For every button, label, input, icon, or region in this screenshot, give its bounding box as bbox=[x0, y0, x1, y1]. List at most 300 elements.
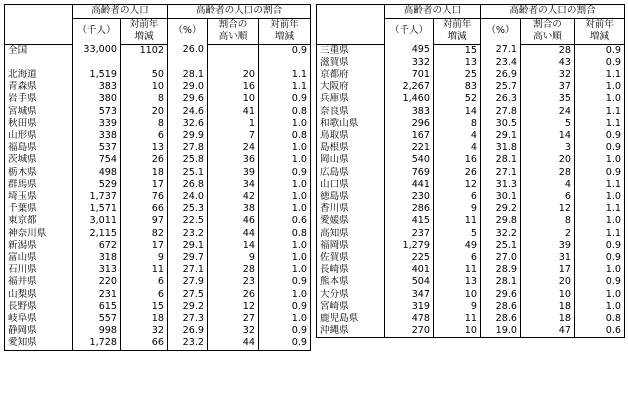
ratio-rank-cell: 16 bbox=[208, 81, 259, 93]
table-row bbox=[317, 167, 625, 179]
population-cell: 1,460 bbox=[385, 93, 434, 105]
ratio-rank-cell: 41 bbox=[208, 106, 259, 118]
header-change-line2: 増減 bbox=[434, 31, 481, 44]
prefecture-name: 山梨県 bbox=[5, 289, 73, 301]
population-change-cell: 25 bbox=[434, 69, 481, 81]
ratio-percent-cell: 26.9 bbox=[481, 69, 521, 81]
prefecture-name: 秋田県 bbox=[5, 118, 73, 130]
population-cell: 319 bbox=[385, 301, 434, 313]
population-cell: 557 bbox=[73, 313, 121, 325]
table-row bbox=[5, 191, 311, 203]
population-cell: 401 bbox=[385, 264, 434, 276]
table-row bbox=[317, 81, 625, 93]
ratio-change-cell: 0.9 bbox=[575, 240, 625, 252]
ratio-rank-cell: 6 bbox=[521, 191, 575, 203]
ratio-percent-cell: 26.3 bbox=[481, 93, 521, 105]
ratio-rank-cell: 37 bbox=[521, 81, 575, 93]
table-row bbox=[5, 118, 311, 130]
ratio-change-cell: 1.0 bbox=[259, 240, 311, 252]
ratio-percent-cell: 29.6 bbox=[168, 93, 208, 105]
prefecture-name: 岐阜県 bbox=[5, 313, 73, 325]
table-row bbox=[5, 44, 311, 57]
population-cell: 221 bbox=[385, 142, 434, 154]
prefecture-name: 福島県 bbox=[5, 142, 73, 154]
ratio-change-cell: 1.0 bbox=[259, 142, 311, 154]
ratio-rank-cell: 47 bbox=[521, 325, 575, 338]
population-change-cell: 82 bbox=[121, 228, 168, 240]
population-change-cell: 20 bbox=[121, 106, 168, 118]
ratio-rank-cell: 32 bbox=[521, 69, 575, 81]
table-row bbox=[317, 203, 625, 215]
prefecture-name: 埼玉県 bbox=[5, 191, 73, 203]
population-change-cell: 6 bbox=[434, 252, 481, 264]
prefecture-name bbox=[5, 57, 73, 69]
ratio-change-cell: 1.0 bbox=[575, 93, 625, 105]
header-population-unit: （千人） bbox=[73, 18, 121, 44]
prefecture-name: 鹿児島県 bbox=[317, 313, 385, 325]
ratio-rank-cell: 27 bbox=[208, 313, 259, 325]
table-row bbox=[5, 130, 311, 142]
ratio-percent-cell: 25.7 bbox=[481, 81, 521, 93]
population-change-cell: 6 bbox=[121, 130, 168, 142]
population-cell: 701 bbox=[385, 69, 434, 81]
ratio-percent-cell: 27.0 bbox=[481, 252, 521, 264]
ratio-rank-cell: 24 bbox=[208, 142, 259, 154]
table-row bbox=[5, 264, 311, 276]
table-row bbox=[5, 93, 311, 105]
ratio-change-cell: 1.0 bbox=[259, 313, 311, 325]
ratio-rank-cell: 2 bbox=[521, 228, 575, 240]
ratio-rank-cell: 42 bbox=[208, 191, 259, 203]
prefecture-name: 高知県 bbox=[317, 228, 385, 240]
population-cell: 754 bbox=[73, 154, 121, 166]
table-row bbox=[317, 57, 625, 69]
ratio-change-cell: 1.1 bbox=[259, 81, 311, 93]
ratio-rank-cell: 12 bbox=[208, 301, 259, 313]
table-row bbox=[5, 203, 311, 215]
table-row bbox=[317, 106, 625, 118]
population-cell: 495 bbox=[385, 44, 434, 57]
population-cell: 615 bbox=[73, 301, 121, 313]
header-change-line1: 対前年 bbox=[121, 18, 168, 31]
prefecture-name: 三重県 bbox=[317, 44, 385, 57]
ratio-percent-cell: 25.3 bbox=[168, 203, 208, 215]
table-row bbox=[5, 179, 311, 191]
table-row bbox=[317, 130, 625, 142]
population-change-cell: 9 bbox=[434, 203, 481, 215]
ratio-percent-cell: 30.1 bbox=[481, 191, 521, 203]
ratio-rank-cell: 18 bbox=[521, 301, 575, 313]
table-row bbox=[5, 167, 311, 179]
ratio-rank-cell: 12 bbox=[521, 203, 575, 215]
population-cell: 441 bbox=[385, 179, 434, 191]
population-cell: 529 bbox=[73, 179, 121, 191]
ratio-change-cell: 0.9 bbox=[259, 167, 311, 179]
population-cell: 286 bbox=[385, 203, 434, 215]
prefecture-name: 熊本県 bbox=[317, 276, 385, 288]
ratio-percent-cell: 23.4 bbox=[481, 57, 521, 69]
corner-cell bbox=[5, 5, 73, 19]
ratio-percent-cell: 26.0 bbox=[168, 44, 208, 57]
prefecture-name: 広島県 bbox=[317, 167, 385, 179]
prefecture-name: 島根県 bbox=[317, 142, 385, 154]
prefecture-name: 北海道 bbox=[5, 69, 73, 81]
ratio-change-cell: 1.0 bbox=[575, 215, 625, 227]
population-change-cell: 50 bbox=[121, 69, 168, 81]
prefecture-name: 鳥取県 bbox=[317, 130, 385, 142]
population-cell: 769 bbox=[385, 167, 434, 179]
ratio-change-cell: 0.6 bbox=[575, 325, 625, 338]
ratio-percent-cell: 28.6 bbox=[481, 301, 521, 313]
ratio-rank-cell: 23 bbox=[208, 276, 259, 288]
ratio-percent-cell: 22.5 bbox=[168, 215, 208, 227]
population-change-cell: 4 bbox=[434, 130, 481, 142]
ratio-rank-cell: 28 bbox=[521, 167, 575, 179]
table-row bbox=[317, 191, 625, 203]
ratio-percent-cell: 25.1 bbox=[481, 240, 521, 252]
ratio-percent-cell: 32.6 bbox=[168, 118, 208, 130]
prefecture-name: 愛媛県 bbox=[317, 215, 385, 227]
ratio-percent-cell: 27.8 bbox=[168, 142, 208, 154]
ratio-rank-cell: 8 bbox=[521, 215, 575, 227]
ratio-percent-cell: 29.1 bbox=[481, 130, 521, 142]
ratio-rank-cell: 5 bbox=[521, 118, 575, 130]
ratio-rank-cell: 35 bbox=[521, 93, 575, 105]
population-change-cell: 11 bbox=[434, 313, 481, 325]
ratio-rank-cell: 46 bbox=[208, 215, 259, 227]
table-row bbox=[317, 252, 625, 264]
ratio-change-cell: 1.0 bbox=[575, 154, 625, 166]
table-row bbox=[5, 252, 311, 264]
population-cell: 415 bbox=[385, 215, 434, 227]
population-change-cell: 17 bbox=[121, 179, 168, 191]
ratio-percent-cell: 28.9 bbox=[481, 264, 521, 276]
population-cell: 504 bbox=[385, 276, 434, 288]
prefecture-name: 長野県 bbox=[5, 301, 73, 313]
population-cell: 478 bbox=[385, 313, 434, 325]
table-row bbox=[317, 276, 625, 288]
ratio-change-cell: 1.0 bbox=[259, 289, 311, 301]
prefecture-name: 青森県 bbox=[5, 81, 73, 93]
ratio-percent-cell: 30.5 bbox=[481, 118, 521, 130]
population-change-cell: 4 bbox=[434, 142, 481, 154]
table-row bbox=[317, 325, 625, 338]
header-rank-line2: 高い順 bbox=[521, 31, 575, 44]
population-cell: 380 bbox=[73, 93, 121, 105]
header-change-line2: 増減 bbox=[121, 31, 168, 44]
prefecture-name: 滋賀県 bbox=[317, 57, 385, 69]
prefecture-name: 京都府 bbox=[317, 69, 385, 81]
ratio-rank-cell: 43 bbox=[521, 57, 575, 69]
ratio-percent-cell: 32.2 bbox=[481, 228, 521, 240]
table-row bbox=[317, 69, 625, 81]
table-row bbox=[5, 276, 311, 288]
table-row bbox=[5, 240, 311, 252]
population-change-cell: 97 bbox=[121, 215, 168, 227]
population-change-cell: 15 bbox=[434, 44, 481, 57]
ratio-percent-cell: 25.8 bbox=[168, 154, 208, 166]
prefecture-name: 岩手県 bbox=[5, 93, 73, 105]
population-cell: 338 bbox=[73, 130, 121, 142]
table-row bbox=[317, 313, 625, 325]
population-change-cell: 32 bbox=[121, 325, 168, 337]
population-cell: 313 bbox=[73, 264, 121, 276]
ratio-change-cell: 1.1 bbox=[575, 106, 625, 118]
ratio-change-cell: 1.0 bbox=[259, 154, 311, 166]
ratio-change-cell: 1.1 bbox=[575, 203, 625, 215]
table-row bbox=[5, 154, 311, 166]
ratio-change-cell: 1.0 bbox=[259, 203, 311, 215]
ratio-rank-cell: 17 bbox=[521, 264, 575, 276]
population-cell: 1,279 bbox=[385, 240, 434, 252]
prefecture-name: 静岡県 bbox=[5, 325, 73, 337]
prefecture-name: 和歌山県 bbox=[317, 118, 385, 130]
table-row bbox=[5, 337, 311, 350]
population-cell: 237 bbox=[385, 228, 434, 240]
ratio-percent-cell: 29.7 bbox=[168, 252, 208, 264]
prefecture-name: 福井県 bbox=[5, 276, 73, 288]
ratio-rank-cell: 31 bbox=[521, 252, 575, 264]
ratio-change-cell: 1.1 bbox=[259, 69, 311, 81]
ratio-change-cell: 1.0 bbox=[575, 301, 625, 313]
population-change-cell: 6 bbox=[434, 191, 481, 203]
prefecture-name: 大阪府 bbox=[317, 81, 385, 93]
prefecture-name: 香川県 bbox=[317, 203, 385, 215]
population-change-cell: 8 bbox=[121, 118, 168, 130]
population-change-cell: 15 bbox=[121, 301, 168, 313]
ratio-change-cell: 0.9 bbox=[259, 276, 311, 288]
prefecture-name: 全国 bbox=[5, 44, 73, 57]
ratio-percent-cell: 26.9 bbox=[168, 325, 208, 337]
ratio-percent-cell: 24.6 bbox=[168, 106, 208, 118]
population-cell: 270 bbox=[385, 325, 434, 338]
ratio-percent-cell: 26.8 bbox=[168, 179, 208, 191]
ratio-change-cell: 0.9 bbox=[575, 276, 625, 288]
prefecture-name: 宮城県 bbox=[5, 106, 73, 118]
population-change-cell bbox=[121, 57, 168, 69]
population-change-cell: 8 bbox=[434, 118, 481, 130]
population-change-cell: 18 bbox=[121, 167, 168, 179]
table-row bbox=[5, 106, 311, 118]
population-cell bbox=[73, 57, 121, 69]
ratio-percent-cell: 19.0 bbox=[481, 325, 521, 338]
population-change-cell: 52 bbox=[434, 93, 481, 105]
ratio-change-cell: 0.8 bbox=[259, 228, 311, 240]
ratio-percent-cell: 31.3 bbox=[481, 179, 521, 191]
header-ratio-change-line1: 対前年 bbox=[575, 18, 625, 31]
table-row bbox=[317, 289, 625, 301]
header-population-group: 高齢者の人口 bbox=[73, 5, 168, 19]
prefecture-name: 沖縄県 bbox=[317, 325, 385, 338]
ratio-rank-cell: 34 bbox=[208, 179, 259, 191]
ratio-rank-cell: 14 bbox=[521, 130, 575, 142]
population-cell: 1,737 bbox=[73, 191, 121, 203]
ratio-percent-cell: 27.8 bbox=[481, 106, 521, 118]
prefecture-name: 新潟県 bbox=[5, 240, 73, 252]
population-cell: 318 bbox=[73, 252, 121, 264]
ratio-change-cell: 1.0 bbox=[259, 118, 311, 130]
statistics-table-left bbox=[4, 4, 311, 351]
population-cell: 231 bbox=[73, 289, 121, 301]
population-change-cell: 1102 bbox=[121, 44, 168, 57]
population-change-cell: 26 bbox=[434, 167, 481, 179]
ratio-change-cell: 0.9 bbox=[259, 325, 311, 337]
ratio-rank-cell: 1 bbox=[208, 118, 259, 130]
prefecture-name: 佐賀県 bbox=[317, 252, 385, 264]
prefecture-name: 長崎県 bbox=[317, 264, 385, 276]
ratio-change-cell: 1.0 bbox=[575, 81, 625, 93]
prefecture-name: 岡山県 bbox=[317, 154, 385, 166]
prefecture-name: 大分県 bbox=[317, 289, 385, 301]
population-change-cell: 66 bbox=[121, 203, 168, 215]
population-change-cell: 13 bbox=[121, 142, 168, 154]
ratio-percent-cell: 25.1 bbox=[168, 167, 208, 179]
table-row bbox=[317, 93, 625, 105]
corner-cell bbox=[317, 5, 385, 19]
header-pct-unit: （%） bbox=[481, 18, 521, 44]
ratio-percent-cell: 29.9 bbox=[168, 130, 208, 142]
table-row bbox=[317, 264, 625, 276]
header-rank-line2: 高い順 bbox=[208, 31, 259, 44]
ratio-rank-cell: 39 bbox=[208, 167, 259, 179]
population-cell: 2,267 bbox=[385, 81, 434, 93]
ratio-rank-cell: 20 bbox=[521, 276, 575, 288]
table-row bbox=[5, 313, 311, 325]
ratio-rank-cell: 18 bbox=[521, 313, 575, 325]
population-change-cell: 5 bbox=[434, 228, 481, 240]
ratio-percent-cell: 27.1 bbox=[481, 44, 521, 57]
population-change-cell: 9 bbox=[121, 252, 168, 264]
left-table-body bbox=[5, 5, 311, 351]
ratio-change-cell: 1.1 bbox=[575, 179, 625, 191]
population-change-cell: 11 bbox=[434, 264, 481, 276]
population-cell: 573 bbox=[73, 106, 121, 118]
ratio-percent-cell: 29.2 bbox=[481, 203, 521, 215]
ratio-rank-cell: 20 bbox=[208, 69, 259, 81]
prefecture-name: 東京都 bbox=[5, 215, 73, 227]
table-row bbox=[317, 118, 625, 130]
ratio-change-cell: 0.9 bbox=[259, 44, 311, 57]
ratio-rank-cell: 28 bbox=[521, 44, 575, 57]
table-row bbox=[5, 325, 311, 337]
ratio-rank-cell: 28 bbox=[208, 264, 259, 276]
table-row bbox=[317, 215, 625, 227]
population-cell: 296 bbox=[385, 118, 434, 130]
ratio-percent-cell: 27.1 bbox=[481, 167, 521, 179]
ratio-percent-cell bbox=[168, 57, 208, 69]
prefecture-name: 愛知県 bbox=[5, 337, 73, 350]
table-row bbox=[317, 154, 625, 166]
population-change-cell: 49 bbox=[434, 240, 481, 252]
ratio-change-cell: 0.9 bbox=[575, 142, 625, 154]
header-pct-unit: （%） bbox=[168, 18, 208, 44]
prefecture-name: 山口県 bbox=[317, 179, 385, 191]
prefecture-name: 栃木県 bbox=[5, 167, 73, 179]
population-cell: 225 bbox=[385, 252, 434, 264]
prefecture-name: 福岡県 bbox=[317, 240, 385, 252]
population-cell: 1,728 bbox=[73, 337, 121, 350]
ratio-rank-cell: 14 bbox=[208, 240, 259, 252]
header-ratio-group: 高齢者の人口の割合 bbox=[481, 5, 625, 19]
population-change-cell: 18 bbox=[121, 313, 168, 325]
population-cell: 672 bbox=[73, 240, 121, 252]
population-cell: 339 bbox=[73, 118, 121, 130]
population-cell: 383 bbox=[385, 106, 434, 118]
prefecture-name: 徳島県 bbox=[317, 191, 385, 203]
ratio-rank-cell: 10 bbox=[521, 289, 575, 301]
population-change-cell: 9 bbox=[434, 301, 481, 313]
ratio-percent-cell: 28.1 bbox=[481, 276, 521, 288]
population-change-cell: 26 bbox=[121, 154, 168, 166]
ratio-rank-cell bbox=[208, 57, 259, 69]
ratio-rank-cell: 26 bbox=[208, 289, 259, 301]
ratio-rank-cell: 32 bbox=[208, 325, 259, 337]
prefecture-name: 山形県 bbox=[5, 130, 73, 142]
table-row bbox=[317, 240, 625, 252]
prefecture-name: 茨城県 bbox=[5, 154, 73, 166]
ratio-percent-cell: 28.6 bbox=[481, 313, 521, 325]
ratio-change-cell: 0.9 bbox=[575, 167, 625, 179]
ratio-change-cell: 0.9 bbox=[259, 337, 311, 350]
table-row bbox=[317, 44, 625, 57]
population-change-cell: 6 bbox=[121, 276, 168, 288]
population-cell: 167 bbox=[385, 130, 434, 142]
ratio-change-cell: 0.9 bbox=[575, 57, 625, 69]
ratio-percent-cell: 29.6 bbox=[481, 289, 521, 301]
prefecture-name: 千葉県 bbox=[5, 203, 73, 215]
prefecture-name: 群馬県 bbox=[5, 179, 73, 191]
header-population-group: 高齢者の人口 bbox=[385, 5, 481, 19]
population-change-cell: 13 bbox=[434, 57, 481, 69]
ratio-percent-cell: 27.5 bbox=[168, 289, 208, 301]
header-ratio-change-line1: 対前年 bbox=[259, 18, 311, 31]
ratio-rank-cell: 3 bbox=[521, 142, 575, 154]
ratio-rank-cell: 39 bbox=[521, 240, 575, 252]
ratio-percent-cell: 29.0 bbox=[168, 81, 208, 93]
population-change-cell: 76 bbox=[121, 191, 168, 203]
population-cell: 540 bbox=[385, 154, 434, 166]
population-change-cell: 16 bbox=[434, 154, 481, 166]
prefecture-name: 神奈川県 bbox=[5, 228, 73, 240]
population-cell: 3,011 bbox=[73, 215, 121, 227]
population-change-cell: 12 bbox=[434, 179, 481, 191]
ratio-percent-cell: 27.1 bbox=[168, 264, 208, 276]
population-cell: 1,571 bbox=[73, 203, 121, 215]
prefecture-name: 石川県 bbox=[5, 264, 73, 276]
population-cell: 1,519 bbox=[73, 69, 121, 81]
population-cell: 33,000 bbox=[73, 44, 121, 57]
ratio-change-cell: 1.0 bbox=[259, 264, 311, 276]
ratio-change-cell: 0.9 bbox=[259, 93, 311, 105]
prefecture-name: 兵庫県 bbox=[317, 93, 385, 105]
population-cell: 2,115 bbox=[73, 228, 121, 240]
ratio-percent-cell: 29.1 bbox=[168, 240, 208, 252]
population-cell: 347 bbox=[385, 289, 434, 301]
header-change-line1: 対前年 bbox=[434, 18, 481, 31]
prefecture-name: 富山県 bbox=[5, 252, 73, 264]
population-cell: 383 bbox=[73, 81, 121, 93]
table-row bbox=[5, 228, 311, 240]
ratio-rank-cell: 9 bbox=[208, 252, 259, 264]
header-rank-line1: 割合の bbox=[521, 18, 575, 31]
header-rank-line1: 割合の bbox=[208, 18, 259, 31]
population-change-cell: 8 bbox=[121, 93, 168, 105]
ratio-percent-cell: 31.8 bbox=[481, 142, 521, 154]
ratio-change-cell: 1.1 bbox=[575, 228, 625, 240]
table-row bbox=[317, 301, 625, 313]
ratio-rank-cell: 20 bbox=[521, 154, 575, 166]
table-row bbox=[5, 57, 311, 69]
